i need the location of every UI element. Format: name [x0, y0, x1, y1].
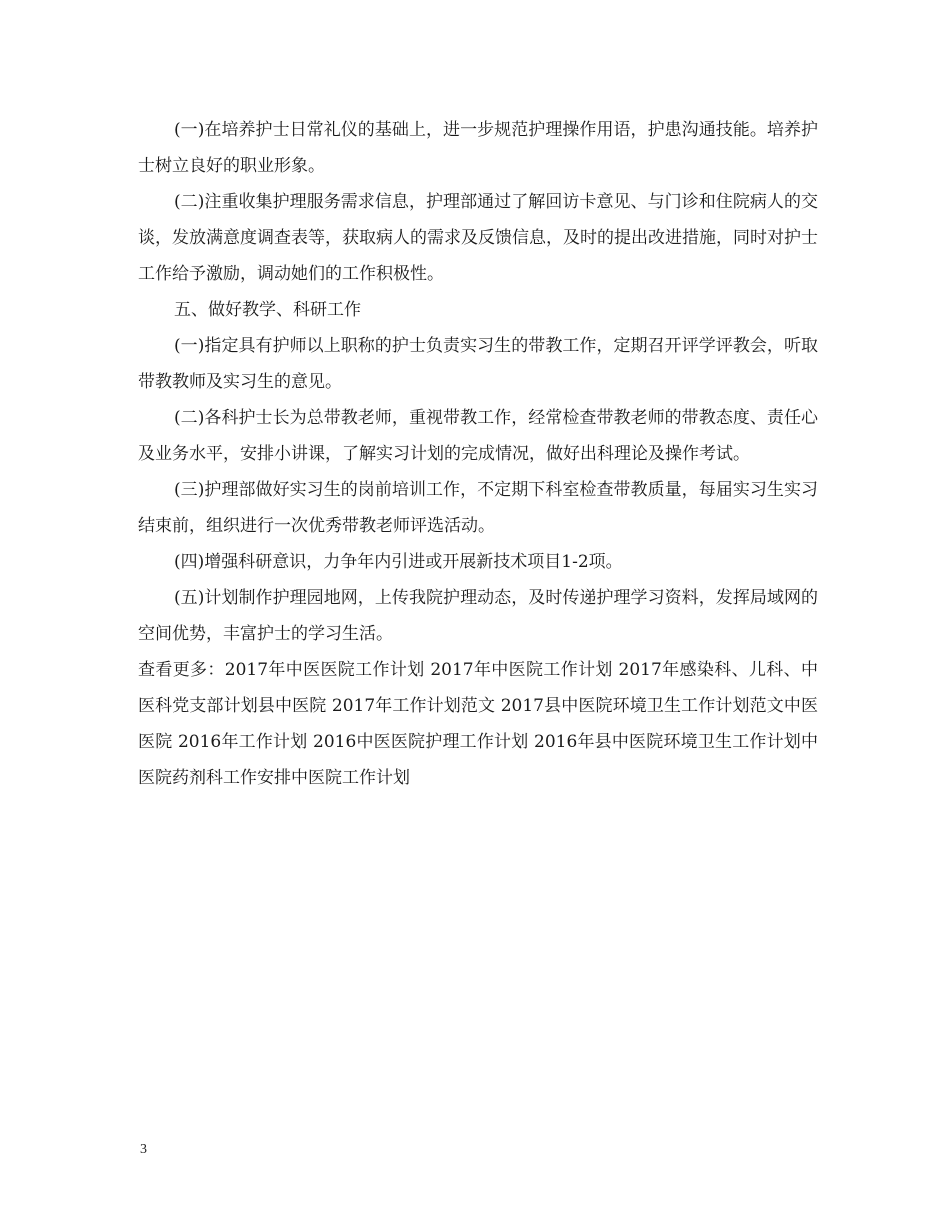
paragraph-head-nurse-teaching: (二)各科护士长为总带教老师，重视带教工作，经常检查带教老师的带教态度、责任心及业务水平，安排小讲课，了解实习计划的完成情况，做好出科理论及操作考试。: [138, 408, 818, 464]
see-more-links[interactable]: 查看更多：2017年中医医院工作计划 2017年中医院工作计划 2017年感染科、儿科、中医科党支部计划县中医院 2017年工作计划范文 2017县中医院环境卫生工作计划范文中医医院 2016年工作计划 2016中医医院护理工作计划 2016年县中医院环境卫生工作计划中医院药剂科工作安排中医院工作计划: [138, 660, 818, 788]
paragraph-teaching-assignment: (一)指定具有护师以上职称的护士负责实习生的带教工作，定期召开评学评教会，听取带教教师及实习生的意见。: [138, 336, 818, 392]
paragraph-etiquette: (一)在培养护士日常礼仪的基础上，进一步规范护理操作用语，护患沟通技能。培养护士树立良好的职业形象。: [138, 120, 818, 176]
section-heading-teaching-research: 五、做好教学、科研工作: [174, 300, 361, 320]
page-number: 3: [140, 1142, 147, 1157]
paragraph-pre-job-training: (三)护理部做好实习生的岗前培训工作，不定期下科室检查带教质量，每届实习生实习结束前，组织进行一次优秀带教老师评选活动。: [138, 480, 818, 536]
paragraph-research-awareness: (四)增强科研意识，力争年内引进或开展新技术项目1-2项。: [174, 552, 623, 572]
document-body: [138, 112, 818, 796]
paragraph-service-feedback: (二)注重收集护理服务需求信息，护理部通过了解回访卡意见、与门诊和住院病人的交谈，发放满意度调查表等，获取病人的需求及反馈信息，及时的提出改进措施，同时对护士工作给予激励，调动她们的工作积极性。: [138, 192, 818, 284]
paragraph-nursing-website: (五)计划制作护理园地网，上传我院护理动态，及时传递护理学习资料，发挥局域网的空间优势，丰富护士的学习生活。: [138, 588, 818, 644]
